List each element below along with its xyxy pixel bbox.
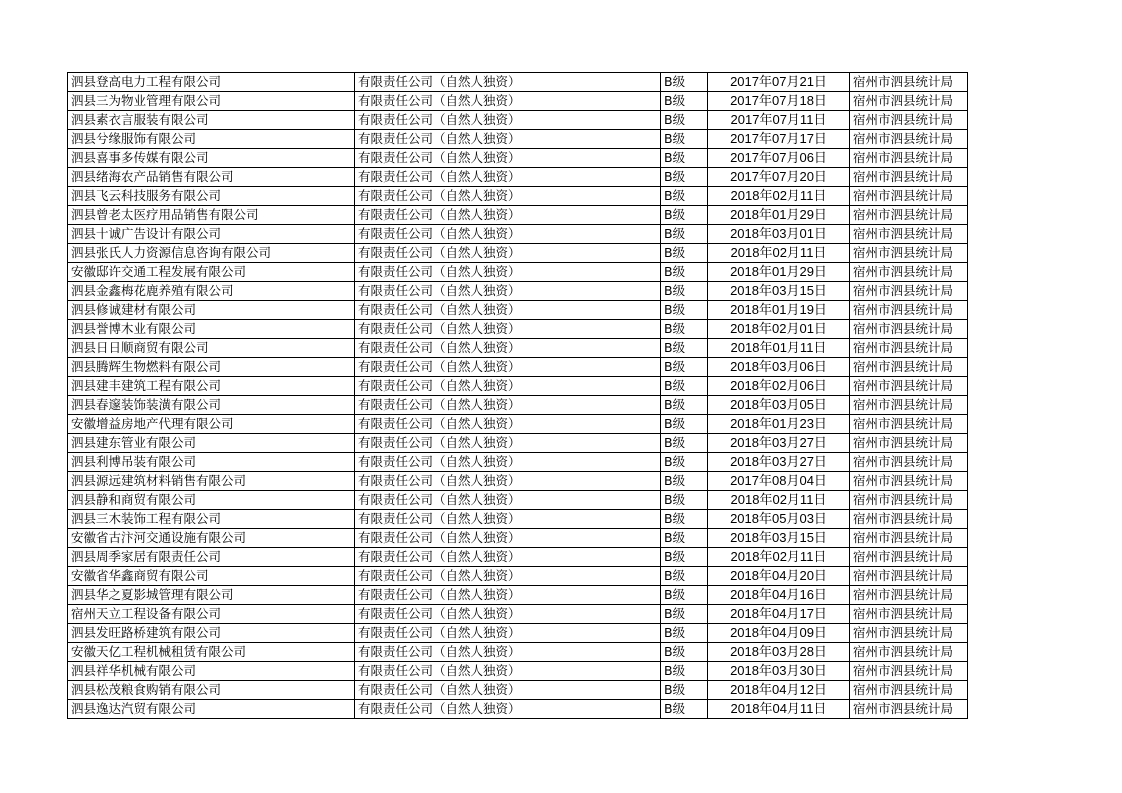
table-row — [68, 244, 968, 263]
date-cell: 2018年03月15日 — [708, 529, 850, 548]
credit-grade-cell: B级 — [661, 92, 708, 111]
date-cell: 2018年03月01日 — [708, 225, 850, 244]
company-type-cell: 有限责任公司（自然人独资） — [355, 358, 661, 377]
date-cell: 2018年01月19日 — [708, 301, 850, 320]
credit-grade-cell: B级 — [661, 301, 708, 320]
authority-cell: 宿州市泗县统计局 — [850, 320, 968, 339]
table-row — [68, 567, 968, 586]
company-type-cell: 有限责任公司（自然人独资） — [355, 225, 661, 244]
credit-grade-cell: B级 — [661, 206, 708, 225]
authority-cell: 宿州市泗县统计局 — [850, 111, 968, 130]
table-row — [68, 624, 968, 643]
authority-cell: 宿州市泗县统计局 — [850, 301, 968, 320]
table-row — [68, 662, 968, 681]
company-name-cell: 泗县三木装饰工程有限公司 — [68, 510, 355, 529]
table-row — [68, 301, 968, 320]
authority-cell: 宿州市泗县统计局 — [850, 567, 968, 586]
authority-cell: 宿州市泗县统计局 — [850, 282, 968, 301]
authority-cell: 宿州市泗县统计局 — [850, 548, 968, 567]
company-type-cell: 有限责任公司（自然人独资） — [355, 415, 661, 434]
date-cell: 2018年02月11日 — [708, 244, 850, 263]
company-name-cell: 泗县张氏人力资源信息咨询有限公司 — [68, 244, 355, 263]
credit-grade-cell: B级 — [661, 225, 708, 244]
credit-grade-cell: B级 — [661, 662, 708, 681]
table-body — [68, 73, 968, 719]
date-cell: 2018年03月06日 — [708, 358, 850, 377]
company-type-cell: 有限责任公司（自然人独资） — [355, 111, 661, 130]
date-cell: 2018年04月20日 — [708, 567, 850, 586]
company-name-cell: 泗县喜事多传媒有限公司 — [68, 149, 355, 168]
authority-cell: 宿州市泗县统计局 — [850, 263, 968, 282]
company-type-cell: 有限责任公司（自然人独资） — [355, 643, 661, 662]
credit-grade-cell: B级 — [661, 415, 708, 434]
authority-cell: 宿州市泗县统计局 — [850, 624, 968, 643]
credit-grade-cell: B级 — [661, 567, 708, 586]
credit-grade-cell: B级 — [661, 472, 708, 491]
table-row — [68, 434, 968, 453]
company-name-cell: 安徽邸许交通工程发展有限公司 — [68, 263, 355, 282]
company-type-cell: 有限责任公司（自然人独资） — [355, 510, 661, 529]
table-row — [68, 396, 968, 415]
credit-grade-cell: B级 — [661, 130, 708, 149]
company-type-cell: 有限责任公司（自然人独资） — [355, 396, 661, 415]
credit-grade-cell: B级 — [661, 244, 708, 263]
credit-grade-cell: B级 — [661, 187, 708, 206]
table-row — [68, 73, 968, 92]
company-type-cell: 有限责任公司（自然人独资） — [355, 662, 661, 681]
table-row — [68, 206, 968, 225]
credit-grade-cell: B级 — [661, 586, 708, 605]
authority-cell: 宿州市泗县统计局 — [850, 168, 968, 187]
credit-grade-cell: B级 — [661, 529, 708, 548]
credit-grade-cell: B级 — [661, 700, 708, 719]
company-type-cell: 有限责任公司（自然人独资） — [355, 92, 661, 111]
table-row — [68, 643, 968, 662]
table-row — [68, 377, 968, 396]
credit-grade-cell: B级 — [661, 149, 708, 168]
credit-grade-cell: B级 — [661, 643, 708, 662]
date-cell: 2018年01月11日 — [708, 339, 850, 358]
credit-grade-cell: B级 — [661, 624, 708, 643]
credit-grade-cell: B级 — [661, 73, 708, 92]
date-cell: 2018年04月17日 — [708, 605, 850, 624]
credit-grade-cell: B级 — [661, 111, 708, 130]
date-cell: 2017年07月18日 — [708, 92, 850, 111]
table-row — [68, 700, 968, 719]
table-row — [68, 111, 968, 130]
company-name-cell: 泗县金鑫梅花鹿养殖有限公司 — [68, 282, 355, 301]
credit-grade-cell: B级 — [661, 510, 708, 529]
date-cell: 2017年07月11日 — [708, 111, 850, 130]
date-cell: 2018年05月03日 — [708, 510, 850, 529]
authority-cell: 宿州市泗县统计局 — [850, 225, 968, 244]
company-name-cell: 安徽天亿工程机械租赁有限公司 — [68, 643, 355, 662]
table-row — [68, 320, 968, 339]
company-type-cell: 有限责任公司（自然人独资） — [355, 149, 661, 168]
company-type-cell: 有限责任公司（自然人独资） — [355, 339, 661, 358]
company-name-cell: 泗县松茂粮食购销有限公司 — [68, 681, 355, 700]
authority-cell: 宿州市泗县统计局 — [850, 377, 968, 396]
table-row — [68, 339, 968, 358]
company-type-cell: 有限责任公司（自然人独资） — [355, 453, 661, 472]
authority-cell: 宿州市泗县统计局 — [850, 700, 968, 719]
company-type-cell: 有限责任公司（自然人独资） — [355, 605, 661, 624]
company-name-cell: 泗县发旺路桥建筑有限公司 — [68, 624, 355, 643]
table-row — [68, 605, 968, 624]
company-name-cell: 泗县静和商贸有限公司 — [68, 491, 355, 510]
credit-grade-cell: B级 — [661, 339, 708, 358]
authority-cell: 宿州市泗县统计局 — [850, 434, 968, 453]
table-row — [68, 282, 968, 301]
authority-cell: 宿州市泗县统计局 — [850, 453, 968, 472]
date-cell: 2018年02月11日 — [708, 548, 850, 567]
authority-cell: 宿州市泗县统计局 — [850, 339, 968, 358]
authority-cell: 宿州市泗县统计局 — [850, 92, 968, 111]
company-type-cell: 有限责任公司（自然人独资） — [355, 130, 661, 149]
table-row — [68, 168, 968, 187]
table-row — [68, 225, 968, 244]
date-cell: 2017年07月20日 — [708, 168, 850, 187]
date-cell: 2018年03月27日 — [708, 434, 850, 453]
authority-cell: 宿州市泗县统计局 — [850, 662, 968, 681]
company-type-cell: 有限责任公司（自然人独资） — [355, 73, 661, 92]
company-type-cell: 有限责任公司（自然人独资） — [355, 586, 661, 605]
date-cell: 2018年02月11日 — [708, 187, 850, 206]
date-cell: 2018年04月11日 — [708, 700, 850, 719]
authority-cell: 宿州市泗县统计局 — [850, 586, 968, 605]
authority-cell: 宿州市泗县统计局 — [850, 149, 968, 168]
table-row — [68, 491, 968, 510]
credit-grade-cell: B级 — [661, 491, 708, 510]
credit-grade-cell: B级 — [661, 263, 708, 282]
table-row — [68, 453, 968, 472]
company-name-cell: 安徽增益房地产代理有限公司 — [68, 415, 355, 434]
date-cell: 2018年04月12日 — [708, 681, 850, 700]
company-name-cell: 泗县修诚建材有限公司 — [68, 301, 355, 320]
date-cell: 2018年01月29日 — [708, 263, 850, 282]
authority-cell: 宿州市泗县统计局 — [850, 681, 968, 700]
date-cell: 2018年03月15日 — [708, 282, 850, 301]
company-name-cell: 泗县利博吊装有限公司 — [68, 453, 355, 472]
company-name-cell: 泗县素衣言服装有限公司 — [68, 111, 355, 130]
company-type-cell: 有限责任公司（自然人独资） — [355, 624, 661, 643]
enterprise-credit-table — [67, 72, 968, 719]
credit-grade-cell: B级 — [661, 396, 708, 415]
company-name-cell: 泗县飞云科技服务有限公司 — [68, 187, 355, 206]
credit-grade-cell: B级 — [661, 453, 708, 472]
table-row — [68, 586, 968, 605]
date-cell: 2018年02月01日 — [708, 320, 850, 339]
company-name-cell: 泗县周季家居有限责任公司 — [68, 548, 355, 567]
date-cell: 2018年03月28日 — [708, 643, 850, 662]
credit-grade-cell: B级 — [661, 434, 708, 453]
credit-grade-cell: B级 — [661, 168, 708, 187]
company-name-cell: 泗县誉博木业有限公司 — [68, 320, 355, 339]
authority-cell: 宿州市泗县统计局 — [850, 643, 968, 662]
company-type-cell: 有限责任公司（自然人独资） — [355, 320, 661, 339]
date-cell: 2018年04月16日 — [708, 586, 850, 605]
table-row — [68, 415, 968, 434]
company-type-cell: 有限责任公司（自然人独资） — [355, 206, 661, 225]
company-type-cell: 有限责任公司（自然人独资） — [355, 681, 661, 700]
company-name-cell: 泗县三为物业管理有限公司 — [68, 92, 355, 111]
date-cell: 2018年02月11日 — [708, 491, 850, 510]
date-cell: 2018年03月30日 — [708, 662, 850, 681]
date-cell: 2018年03月27日 — [708, 453, 850, 472]
credit-grade-cell: B级 — [661, 320, 708, 339]
authority-cell: 宿州市泗县统计局 — [850, 415, 968, 434]
authority-cell: 宿州市泗县统计局 — [850, 491, 968, 510]
company-type-cell: 有限责任公司（自然人独资） — [355, 529, 661, 548]
table-row — [68, 130, 968, 149]
credit-grade-cell: B级 — [661, 605, 708, 624]
authority-cell: 宿州市泗县统计局 — [850, 244, 968, 263]
company-type-cell: 有限责任公司（自然人独资） — [355, 301, 661, 320]
authority-cell: 宿州市泗县统计局 — [850, 529, 968, 548]
authority-cell: 宿州市泗县统计局 — [850, 73, 968, 92]
credit-grade-cell: B级 — [661, 548, 708, 567]
authority-cell: 宿州市泗县统计局 — [850, 130, 968, 149]
company-name-cell: 泗县源远建筑材料销售有限公司 — [68, 472, 355, 491]
company-name-cell: 泗县曾老太医疗用品销售有限公司 — [68, 206, 355, 225]
company-name-cell: 泗县登高电力工程有限公司 — [68, 73, 355, 92]
company-name-cell: 泗县建丰建筑工程有限公司 — [68, 377, 355, 396]
company-type-cell: 有限责任公司（自然人独资） — [355, 491, 661, 510]
date-cell: 2018年01月29日 — [708, 206, 850, 225]
authority-cell: 宿州市泗县统计局 — [850, 396, 968, 415]
table-row — [68, 92, 968, 111]
table-row — [68, 263, 968, 282]
authority-cell: 宿州市泗县统计局 — [850, 472, 968, 491]
company-name-cell: 泗县绪海农产品销售有限公司 — [68, 168, 355, 187]
authority-cell: 宿州市泗县统计局 — [850, 206, 968, 225]
date-cell: 2017年08月04日 — [708, 472, 850, 491]
company-name-cell: 安徽省华鑫商贸有限公司 — [68, 567, 355, 586]
company-type-cell: 有限责任公司（自然人独资） — [355, 700, 661, 719]
company-type-cell: 有限责任公司（自然人独资） — [355, 567, 661, 586]
table-row — [68, 548, 968, 567]
company-type-cell: 有限责任公司（自然人独资） — [355, 472, 661, 491]
company-type-cell: 有限责任公司（自然人独资） — [355, 187, 661, 206]
date-cell: 2017年07月21日 — [708, 73, 850, 92]
credit-grade-cell: B级 — [661, 681, 708, 700]
authority-cell: 宿州市泗县统计局 — [850, 187, 968, 206]
date-cell: 2017年07月17日 — [708, 130, 850, 149]
company-name-cell: 泗县兮缘服饰有限公司 — [68, 130, 355, 149]
company-name-cell: 泗县腾辉生物燃料有限公司 — [68, 358, 355, 377]
company-name-cell: 泗县华之夏影城管理有限公司 — [68, 586, 355, 605]
date-cell: 2017年07月06日 — [708, 149, 850, 168]
table-row — [68, 510, 968, 529]
table-row — [68, 187, 968, 206]
company-name-cell: 宿州天立工程设备有限公司 — [68, 605, 355, 624]
company-type-cell: 有限责任公司（自然人独资） — [355, 244, 661, 263]
credit-grade-cell: B级 — [661, 358, 708, 377]
company-name-cell: 泗县春邃装饰装潢有限公司 — [68, 396, 355, 415]
table-row — [68, 472, 968, 491]
date-cell: 2018年02月06日 — [708, 377, 850, 396]
date-cell: 2018年03月05日 — [708, 396, 850, 415]
company-name-cell: 安徽省古汴河交通设施有限公司 — [68, 529, 355, 548]
authority-cell: 宿州市泗县统计局 — [850, 510, 968, 529]
credit-grade-cell: B级 — [661, 377, 708, 396]
authority-cell: 宿州市泗县统计局 — [850, 605, 968, 624]
company-type-cell: 有限责任公司（自然人独资） — [355, 548, 661, 567]
company-type-cell: 有限责任公司（自然人独资） — [355, 434, 661, 453]
authority-cell: 宿州市泗县统计局 — [850, 358, 968, 377]
credit-grade-cell: B级 — [661, 282, 708, 301]
date-cell: 2018年01月23日 — [708, 415, 850, 434]
company-type-cell: 有限责任公司（自然人独资） — [355, 282, 661, 301]
table-row — [68, 358, 968, 377]
table-row — [68, 681, 968, 700]
table-row — [68, 529, 968, 548]
company-name-cell: 泗县逸达汽贸有限公司 — [68, 700, 355, 719]
company-name-cell: 泗县十诚广告设计有限公司 — [68, 225, 355, 244]
company-name-cell: 泗县祥华机械有限公司 — [68, 662, 355, 681]
company-type-cell: 有限责任公司（自然人独资） — [355, 168, 661, 187]
company-name-cell: 泗县建东管业有限公司 — [68, 434, 355, 453]
company-type-cell: 有限责任公司（自然人独资） — [355, 263, 661, 282]
table-row — [68, 149, 968, 168]
company-type-cell: 有限责任公司（自然人独资） — [355, 377, 661, 396]
date-cell: 2018年04月09日 — [708, 624, 850, 643]
company-name-cell: 泗县日日顺商贸有限公司 — [68, 339, 355, 358]
